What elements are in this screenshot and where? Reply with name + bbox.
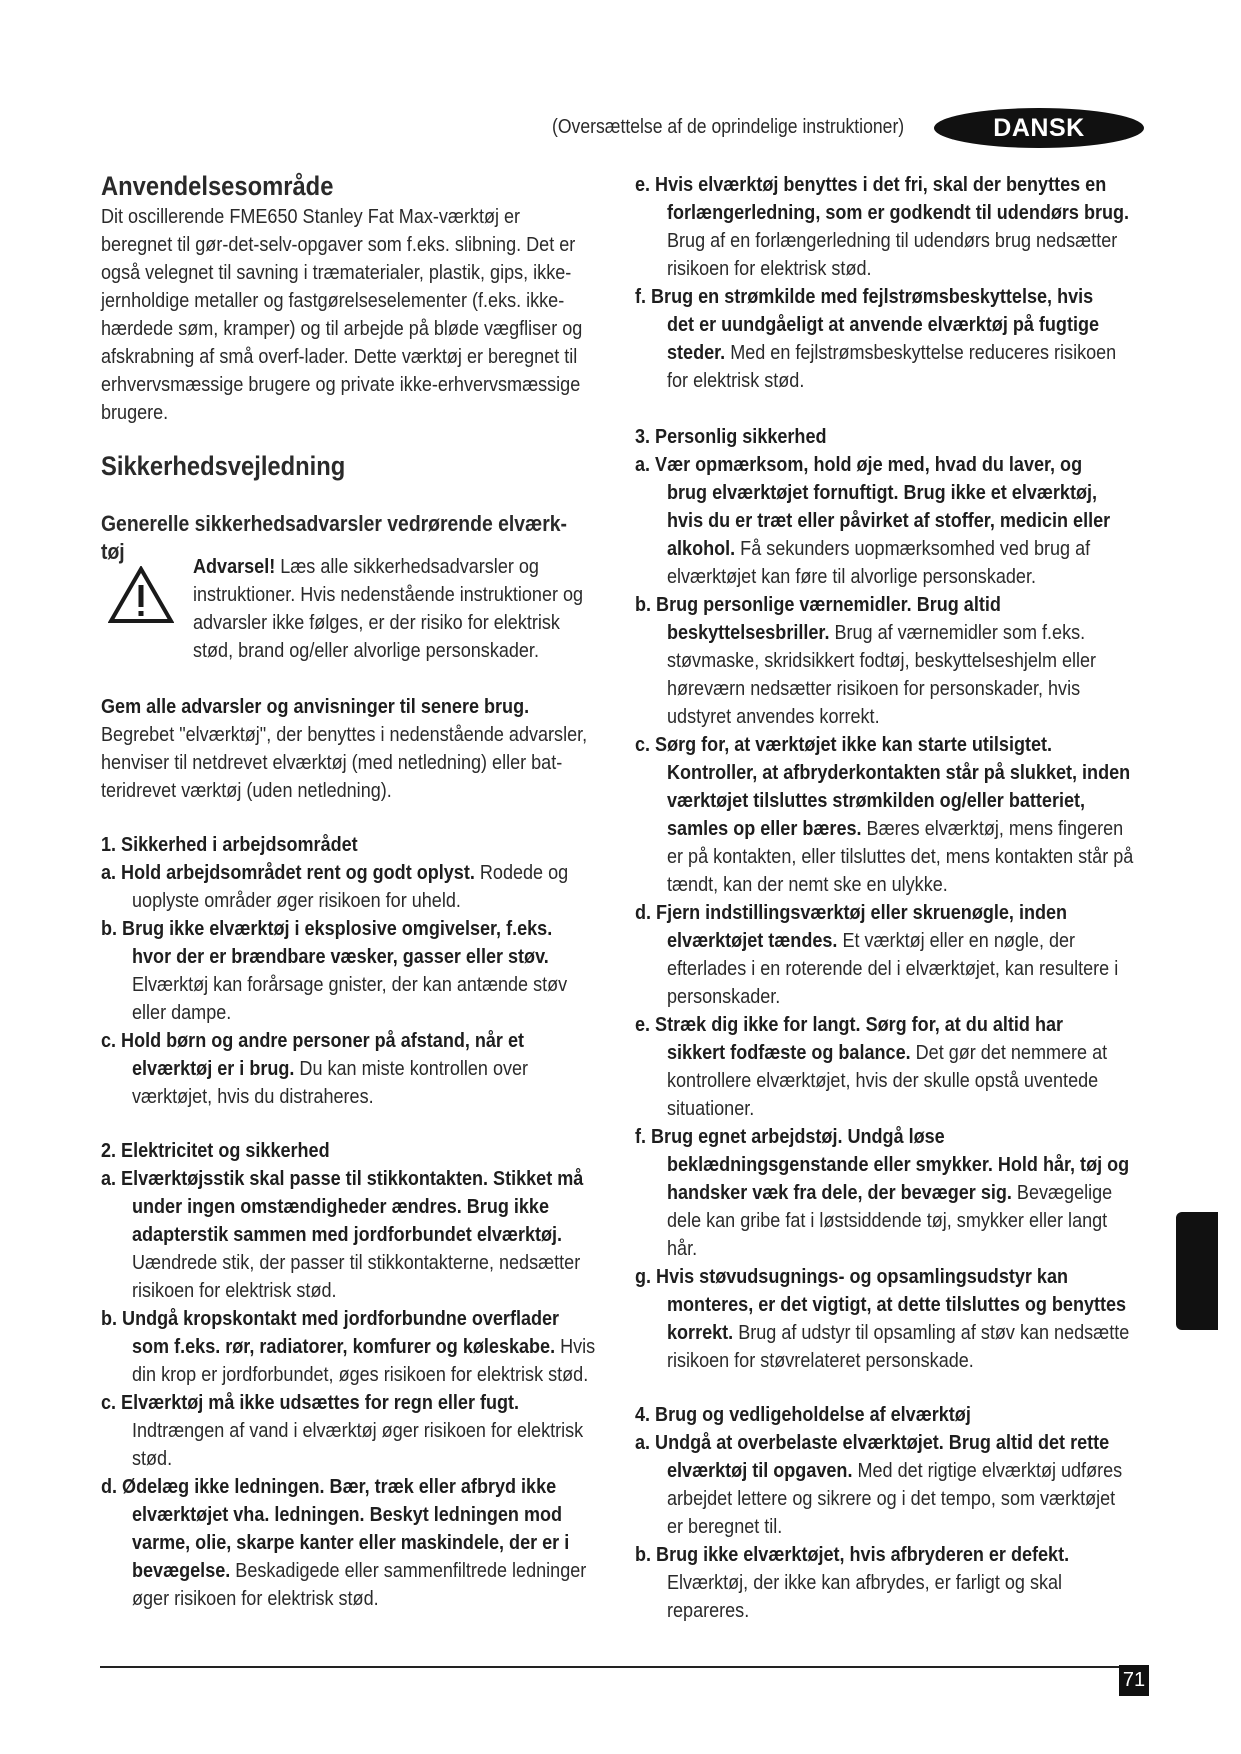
list-item: elværktøjet tændes. Et værktøj eller en nøgle, der <box>667 929 1076 952</box>
list-item: adapterstik sammen med jordforbundet elværktøj. <box>132 1223 563 1246</box>
usage-line: beregnet til gør-det-selv-opgaver som f.eks. slibning. Det er <box>101 233 576 256</box>
list-item: hår. <box>667 1237 698 1260</box>
general-warnings-heading-cont: tøj <box>101 539 125 564</box>
list-item: alkohol. Få sekunders uopmærksomhed ved brug af <box>667 537 1091 560</box>
list-item: Brug af en forlængerledning til udendørs brug nedsætter <box>667 229 1118 252</box>
list-item: a. Elværktøjsstik skal passe til stikkontakten. Stikket må <box>101 1167 584 1190</box>
list-item: arbejdet lettere og sikrere og i det tempo, som værktøjet <box>667 1487 1116 1510</box>
list-item: brug elværktøjet fornuftigt. Brug ikke et elværktøj, <box>667 481 1098 504</box>
list-item: for elektrisk stød. <box>667 369 805 392</box>
list-item: monteres, er det vigtigt, at dette tilsluttes og benyttes <box>667 1293 1127 1316</box>
list-item: under ingen omstændigheder ændres. Brug ikke <box>132 1195 549 1218</box>
list-item: Elværktøj kan forårsage gnister, der kan antænde støv <box>132 973 568 996</box>
list-item: c. Sørg for, at værktøjet ikke kan starte utilsigtet. <box>635 733 1053 756</box>
list-item: varme, olie, skarpe kanter eller maskindele, der er i <box>132 1531 570 1554</box>
list-item: udstyret anvendes korrekt. <box>667 705 880 728</box>
warning-text: advarsler ikke følges, er der risiko for elektrisk <box>193 611 560 634</box>
list-item: værktøjet tilsluttes strømkilden og/eller batteriet, <box>667 789 1086 812</box>
footer-rule <box>100 1666 1144 1668</box>
list-item: høreværn nedsætter risikoen for personskader, hvis <box>667 677 1081 700</box>
list-item: er på kontakten, eller tilsluttes det, mens kontakten står på <box>667 845 1134 868</box>
section-3-title: 3. Personlig sikkerhed <box>635 425 827 448</box>
list-item: sikkert fodfæste og balance. Det gør det nemmere at <box>667 1041 1108 1064</box>
section-1-title: 1. Sikkerhed i arbejdsområdet <box>101 833 358 856</box>
list-item: f. Brug egnet arbejdstøj. Undgå løse <box>635 1125 945 1148</box>
usage-line: hærdede søm, kramper) og til arbejde på bløde vægfliser og <box>101 317 583 340</box>
list-item: eller dampe. <box>132 1001 232 1024</box>
list-item: Kontroller, at afbryderkontakten står på slukket, inden <box>667 761 1131 784</box>
warning-text: instruktioner. Hvis nedenstående instruktioner og <box>193 583 584 606</box>
list-item: øger risikoen for elektrisk stød. <box>132 1587 379 1610</box>
list-item: kontrollere elværktøjet, hvis der skulle opstå uventede <box>667 1069 1099 1092</box>
list-item: b. Brug personlige værnemidler. Brug altid <box>635 593 1001 616</box>
usage-line: også velegnet til savning i træmaterialer, plastik, gips, ikke- <box>101 261 572 284</box>
definition-text: teridrevet værktøj (uden netledning). <box>101 779 392 802</box>
list-item: d. Ødelæg ikke ledningen. Bær, træk eller afbryd ikke <box>101 1475 557 1498</box>
list-item: stød. <box>132 1447 173 1470</box>
list-item: b. Brug ikke elværktøj i eksplosive omgivelser, f.eks. <box>101 917 553 940</box>
list-item: e. Stræk dig ikke for langt. Sørg for, at du altid har <box>635 1013 1064 1036</box>
list-item: c. Elværktøj må ikke udsættes for regn eller fugt. <box>101 1391 520 1414</box>
warning-triangle-icon <box>108 566 174 624</box>
section-4-title: 4. Brug og vedligeholdelse af elværktøj <box>635 1403 971 1426</box>
definition-text: Begrebet "elværktøj", der benyttes i nedenstående advarsler, <box>101 723 588 746</box>
section-2-title: 2. Elektricitet og sikkerhed <box>101 1139 330 1162</box>
list-item: b. Brug ikke elværktøjet, hvis afbryderen er defekt. <box>635 1543 1070 1566</box>
list-item: som f.eks. rør, radiatorer, komfurer og køleskabe. Hvis <box>132 1335 596 1358</box>
list-item: uoplyste områder øger risikoen for uheld. <box>132 889 461 912</box>
list-item: personskader. <box>667 985 781 1008</box>
warning-text: Advarsel! Læs alle sikkerhedsadvarsler og <box>193 555 539 578</box>
language-tab: DANSK <box>934 108 1144 148</box>
list-item: Elværktøj, der ikke kan afbrydes, er farligt og skal <box>667 1571 1063 1594</box>
list-item: repareres. <box>667 1599 750 1622</box>
list-item: elværktøj er i brug. Du kan miste kontrollen over <box>132 1057 529 1080</box>
warning-text: stød, brand og/eller alvorlige personskader. <box>193 639 539 662</box>
list-item: din krop er jordforbundet, øges risikoen for elektrisk stød. <box>132 1363 589 1386</box>
list-item: risikoen for elektrisk stød. <box>667 257 872 280</box>
page-number: 71 <box>1119 1665 1149 1696</box>
usage-line: brugere. <box>101 401 169 424</box>
list-item: risikoen for støvrelateret personskade. <box>667 1349 974 1372</box>
list-item: beskyttelsesbriller. Brug af værnemidler som f.eks. <box>667 621 1086 644</box>
list-item: er beregnet til. <box>667 1515 783 1538</box>
list-item: c. Hold børn og andre personer på afstand, når et <box>101 1029 525 1052</box>
list-item: elværktøjet kan føre til alvorlige personskader. <box>667 565 1036 588</box>
translation-note: (Oversættelse af de oprindelige instruktioner) <box>552 116 905 138</box>
definition-text: henviser til netdrevet elværktøj (med netledning) eller bat- <box>101 751 563 774</box>
save-heading: Gem alle advarsler og anvisninger til senere brug. <box>101 695 530 718</box>
usage-line: afskrabning af små overf-lader. Dette værktøj er beregnet til <box>101 345 578 368</box>
safety-title: Sikkerhedsvejledning <box>101 451 346 481</box>
list-item: beklædningsgenstande eller smykker. Hold hår, tøj og <box>667 1153 1130 1176</box>
list-item: korrekt. Brug af udstyr til opsamling af støv kan nedsætte <box>667 1321 1130 1344</box>
list-item: risikoen for elektrisk stød. <box>132 1279 337 1302</box>
list-item: situationer. <box>667 1097 755 1120</box>
list-item: værktøjet, hvis du distraheres. <box>132 1085 374 1108</box>
list-item: det er uundgåeligt at anvende elværktøj på fugtige <box>667 313 1100 336</box>
list-item: f. Brug en strømkilde med fejlstrømsbeskyttelse, hvis <box>635 285 1094 308</box>
list-item: bevægelse. Beskadigede eller sammenfiltrede ledninger <box>132 1559 587 1582</box>
list-item: Uændrede stik, der passer til stikkontakterne, nedsætter <box>132 1251 581 1274</box>
list-item: a. Undgå at overbelaste elværktøjet. Brug altid det rette <box>635 1431 1110 1454</box>
list-item: tændt, kan der nemt ske en ulykke. <box>667 873 948 896</box>
usage-line: erhvervsmæssige brugere og private ikke-erhvervsmæssige <box>101 373 581 396</box>
list-item: efterlades i en roterende del i elværktøjet, kan resultere i <box>667 957 1119 980</box>
section-thumb-tab <box>1176 1212 1218 1330</box>
list-item: a. Vær opmærksom, hold øje med, hvad du laver, og <box>635 453 1083 476</box>
list-item: hvis du er træt eller påvirket af stoffer, medicin eller <box>667 509 1111 532</box>
list-item: dele kan gribe fat i løstsiddende tøj, smykker eller langt <box>667 1209 1108 1232</box>
list-item: elværktøjet vha. ledningen. Beskyt ledningen mod <box>132 1503 563 1526</box>
list-item: Indtrængen af vand i elværktøj øger risikoen for elektrisk <box>132 1419 584 1442</box>
list-item: støvmaske, skridsikkert fodtøj, beskyttelseshjelm eller <box>667 649 1097 672</box>
list-item: samles op eller bæres. Bæres elværktøj, mens fingeren <box>667 817 1124 840</box>
list-item: a. Hold arbejdsområdet rent og godt oplyst. Rodede og <box>101 861 569 884</box>
list-item: g. Hvis støvudsugnings- og opsamlingsudstyr kan <box>635 1265 1069 1288</box>
list-item: e. Hvis elværktøj benyttes i det fri, skal der benyttes en <box>635 173 1107 196</box>
usage-line: jernholdige metaller og fastgørelseselementer (f.eks. ikke- <box>101 289 565 312</box>
usage-line: Dit oscillerende FME650 Stanley Fat Max-værktøj er <box>101 205 521 228</box>
list-item: steder. Med en fejlstrømsbeskyttelse reduceres risikoen <box>667 341 1117 364</box>
general-warnings-heading: Generelle sikkerhedsadvarsler vedrørende elværk- <box>101 511 567 536</box>
list-item: forlængerledning, som er godkendt til udendørs brug. <box>667 201 1130 224</box>
list-item: elværktøj til opgaven. Med det rigtige elværktøj udføres <box>667 1459 1123 1482</box>
list-item: d. Fjern indstillingsværktøj eller skruenøgle, inden <box>635 901 1068 924</box>
list-item: handsker væk fra dele, der bevæger sig. Bevægelige <box>667 1181 1113 1204</box>
list-item: b. Undgå kropskontakt med jordforbundne overflader <box>101 1307 560 1330</box>
usage-title: Anvendelsesområde <box>101 171 334 201</box>
list-item: hvor der er brændbare væsker, gasser eller støv. <box>132 945 549 968</box>
